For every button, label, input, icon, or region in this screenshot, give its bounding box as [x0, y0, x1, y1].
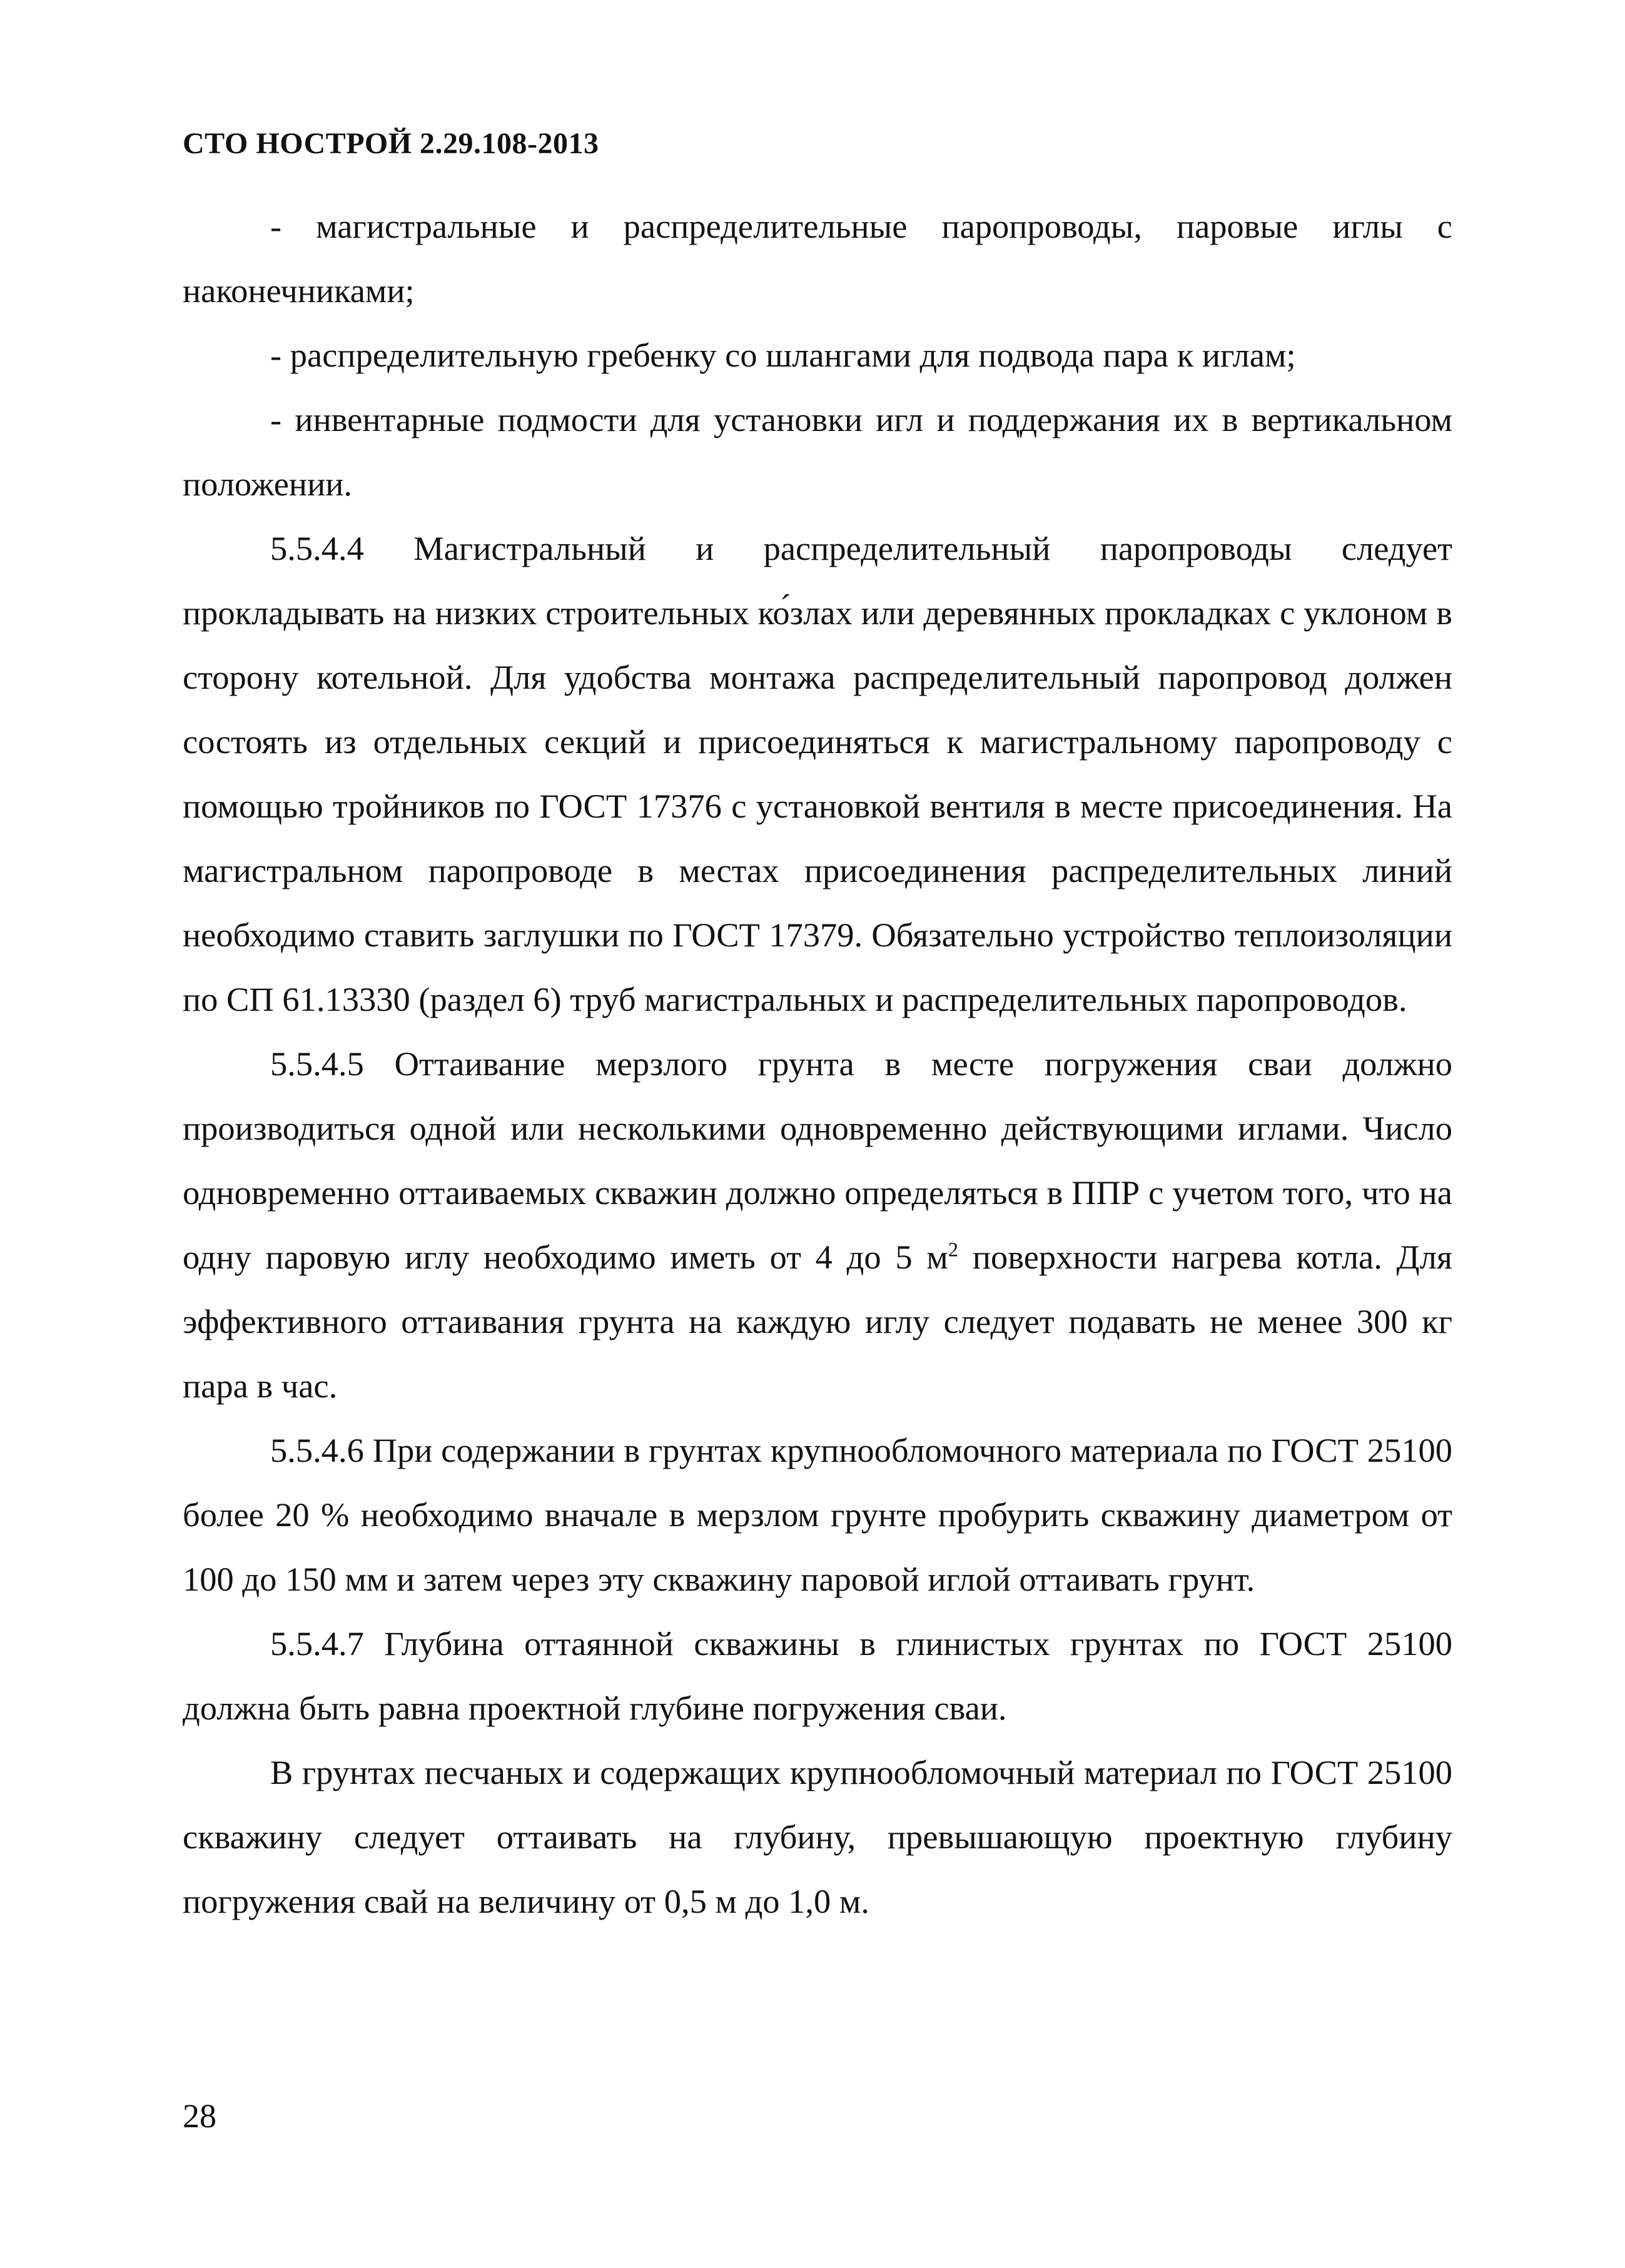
clause-5-5-4-5-text: 5.5.4.5 Оттаивание мерзлого грунта в месте погружения сваи должно производиться одной или несколькими одновременно действующими иглами. Число одновременно оттаиваемых скважин должно определяться в ППР с учетом того, что на одну паровую иглу необходимо иметь от 4 до 5 м [183, 1045, 1452, 1276]
list-item-scaffolding: - инвентарные подмости для установки игл и поддержания их в вертикальном положении. [183, 400, 1452, 503]
clause-5-5-4-5 [183, 1031, 1452, 1418]
document-header: СТО НОСТРОЙ 2.29.108-2013 [183, 127, 599, 160]
clause-5-5-4-7: 5.5.4.7 Глубина оттаянной скважины в глинистых грунтах по ГОСТ 25100 должна быть равна проектной глубине погружения сваи. [183, 1624, 1452, 1727]
clause-5-5-4-6: 5.5.4.6 При содержании в грунтах крупнообломочного материала по ГОСТ 25100 более 20 % необходимо вначале в мерзлом грунте пробурить скважину диаметром от 100 до 150 мм и затем через эту скважину паровой иглой оттаивать грунт. [183, 1431, 1452, 1598]
paragraph-sandy-soils: В грунтах песчаных и содержащих крупнообломочный материал по ГОСТ 25100 скважину следует оттаивать на глубину, превышающую проектную глубину погружения свай на величину от 0,5 м до 1,0 м. [183, 1753, 1452, 1920]
document-body [183, 194, 1452, 1933]
clause-5-5-4-4: 5.5.4.4 Магистральный и распределительный паропроводы следует прокладывать на низких строительных ко́злах или деревянных прокладках с уклоном в сторону котельной. Для удобства монтажа распределительный паропровод должен состоять из отдельных секций и присоединяться к магистральному паропроводу с помощью тройников по ГОСТ 17376 с установкой вентиля в месте присоединения. На магистральном паропроводе в местах присоединения распределительных линий необходимо ставить заглушки по ГОСТ 17379. Обязательно устройство теплоизоляции по СП 61.13330 (раздел 6) труб магистральных и распределительных паропроводов. [183, 529, 1452, 1018]
superscript-square: 2 [948, 1238, 959, 1262]
list-item-steam-pipes: - магистральные и распределительные паропроводы, паровые иглы с наконечниками; [183, 207, 1452, 310]
list-item-distribution-comb: - распределительную гребенку со шлангами для подвода пара к иглам; [270, 336, 1296, 374]
clause-5-5-4-5-tail: поверхности нагрева котла. Для эффективного оттаивания грунта на каждую иглу следует подавать не менее 300 кг пара в час. [183, 1238, 1452, 1405]
page-number: 28 [183, 2097, 216, 2135]
